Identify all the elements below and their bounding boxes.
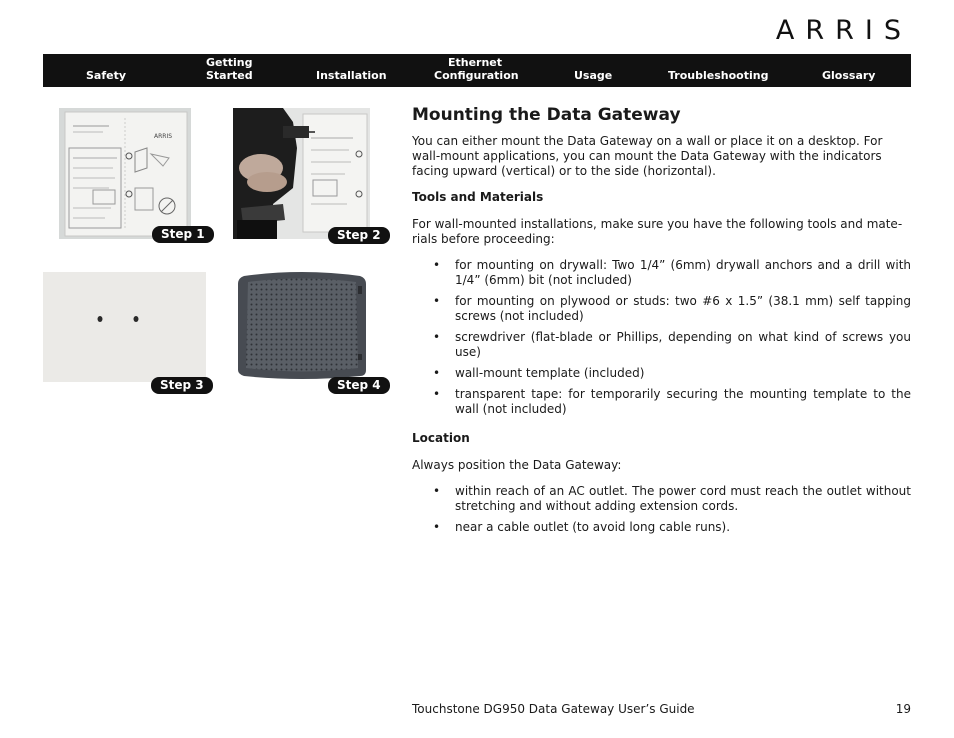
step3-photo: [43, 272, 206, 382]
step3-badge: Step 3: [151, 377, 213, 394]
tools-intro: For wall-mounted installations, make sure you have the following tools and mate-rials before proceeding:: [412, 217, 903, 246]
list-item: • screwdriver (flat-blade or Phillips, depending on what kind of screws you use): [412, 330, 911, 360]
nav-safety[interactable]: Safety: [86, 69, 127, 82]
footer-guide-title: Touchstone DG950 Data Gateway User’s Guide: [412, 702, 695, 716]
svg-text:ARRIS: ARRIS: [154, 133, 173, 140]
nav-ethernet-line2: Configuration: [434, 69, 519, 82]
nav-ethernet-configuration[interactable]: [434, 56, 519, 82]
tools-heading: Tools and Materials: [412, 190, 544, 204]
list-item: • for mounting on drywall: Two 1/4” (6mm) drywall anchors and a drill with 1/4” (6mm) bit (not included): [412, 258, 911, 288]
step2-photo: [233, 108, 370, 239]
intro-paragraph: You can either mount the Data Gateway on a wall or place it on a desktop. For wall-mount applications, you can mount the Data Gateway with the indicators facing upward (vertical) or to the side (horizontal).: [412, 134, 883, 178]
arris-logo: [775, 15, 912, 46]
step1-template-illustration: [59, 108, 191, 239]
step2-badge: Step 2: [328, 227, 390, 244]
nav-glossary[interactable]: Glossary: [822, 69, 876, 82]
location-list: [412, 484, 911, 535]
nav-installation[interactable]: Installation: [316, 69, 387, 82]
location-intro: Always position the Data Gateway:: [412, 458, 622, 472]
tools-list: [412, 258, 911, 417]
location-heading: Location: [412, 431, 470, 445]
step4-badge: Step 4: [328, 377, 390, 394]
list-item: • for mounting on plywood or studs: two #6 x 1.5” (38.1 mm) self tapping screws (not included): [412, 294, 911, 324]
step1-photo: [59, 108, 191, 239]
footer-page-number: 19: [895, 702, 911, 716]
list-item: • wall-mount template (included): [412, 366, 911, 381]
list-item: • near a cable outlet (to avoid long cable runs).: [412, 520, 911, 535]
step4-gateway-illustration: [234, 272, 370, 382]
step2-drill-illustration: [233, 108, 370, 239]
page-title: Mounting the Data Gateway: [412, 105, 681, 125]
main-content: [412, 104, 911, 545]
nav-ethernet-line1: Ethernet: [447, 56, 503, 69]
step3-wall-illustration: [43, 272, 206, 382]
nav-usage[interactable]: Usage: [574, 69, 613, 82]
nav-getting-started-line2: Started: [206, 69, 253, 82]
list-item: • transparent tape: for temporarily securing the mounting template to the wall (not included): [412, 387, 911, 417]
step1-badge: Step 1: [152, 226, 214, 243]
nav-troubleshooting[interactable]: Troubleshooting: [668, 69, 769, 82]
list-item: • within reach of an AC outlet. The power cord must reach the outlet without stretching and without adding extension cords.: [412, 484, 911, 514]
nav-getting-started-line1: Getting: [206, 56, 253, 69]
nav-bar: [43, 54, 911, 87]
nav-getting-started[interactable]: [206, 56, 253, 82]
step4-photo: [234, 272, 370, 382]
logo-text: ARRIS: [775, 15, 912, 46]
